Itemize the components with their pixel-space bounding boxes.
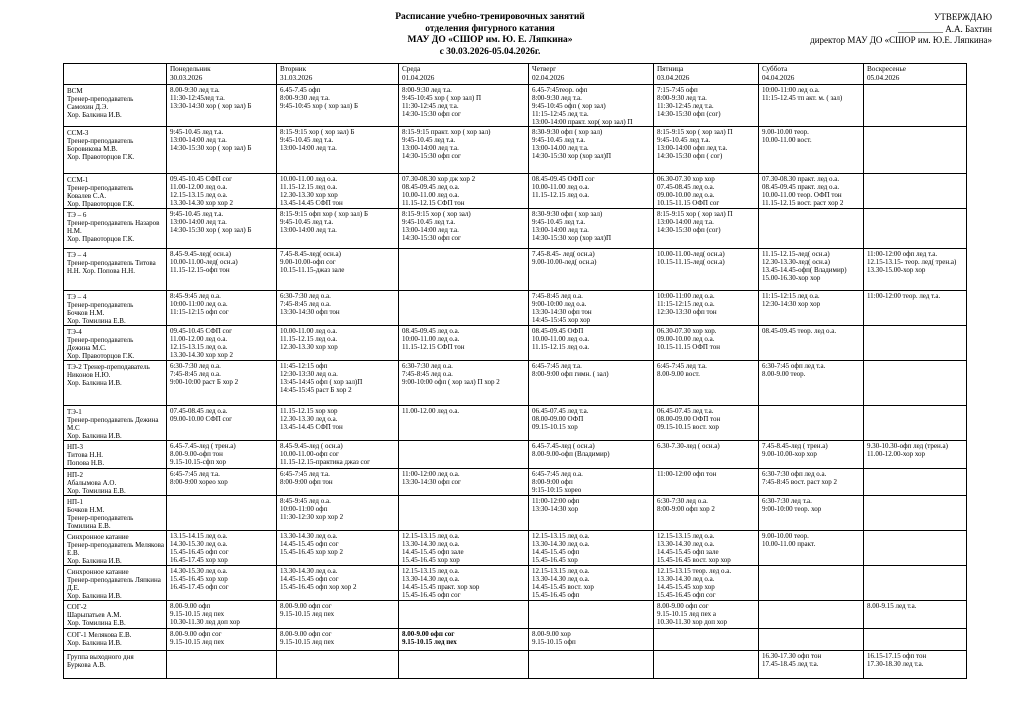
schedule-cell: 13.30-14.30 лед о.а. 14.45-15.45 офп сог 15.45-16.45 офп хор хор 2: [276, 566, 398, 601]
schedule-cell: [166, 496, 276, 531]
table-row: [64, 249, 967, 291]
title-line-3: МАУ ДО «СШОР им. Ю. Е. Ляпкина»: [407, 35, 573, 45]
day-header-cell: Вторник 31.03.2026: [276, 64, 398, 85]
group-label-cell: Синхронное катание Тренер-преподаватель Ляпкина Д.Е. Хор. Балкина И.В.: [64, 566, 167, 601]
schedule-cell: [166, 651, 276, 679]
schedule-cell: 10.00-11.00 лед о.а. 11.15-12.15 лед о.а. 12.30-13.30 хор хор: [276, 326, 398, 361]
schedule-cell: [863, 531, 966, 566]
schedule-cell: 8.45-9.45-лед( осн.а) 10.00-11.00-лед( осн.а) 11.15-12.15-офп тон: [166, 249, 276, 291]
group-label-cell: ТЭ-2 Тренер-преподаватель Никонов Н.Ю. Хор. Балкина И.В.: [64, 361, 167, 406]
schedule-table: [63, 63, 967, 679]
schedule-cell: 6:30-7:30 лед о.а. 7:45-8:45 лед о.а. 9:00-10:00 раст Б хор 2: [166, 361, 276, 406]
approval-block: [692, 12, 992, 47]
schedule-cell: 7:45-8:45 лед о.а. 9:00-10:00 лед о.а. 13:30-14:30 офп тон 14:45-15:45 хор хор: [528, 291, 653, 326]
schedule-cell: 8:45-9:45 лед о.а. 10:00-11:00 лед о.а. 11:15-12:15 офп сог: [166, 291, 276, 326]
schedule-cell: [863, 174, 966, 209]
group-label-cell: ТЭ – 4 Тренер-преподаватель Титова Н.Н. Хор. Попова Н.Н.: [64, 249, 167, 291]
schedule-cell: [528, 601, 653, 629]
schedule-cell: 6:45-7:45 лед о.а. 8:00-9:00 офп 9:15-10:15 хорео: [528, 469, 653, 496]
title-line-2: отделения фигурного катания: [425, 23, 555, 34]
schedule-cell: 10.00-11.00-лед( осн.а) 10.15-11.15-лед( осн.а): [653, 249, 758, 291]
corner-cell: [64, 64, 167, 85]
schedule-cell: 8:15-9:15 хор ( хор зал) П 9:45-10.45 лед т.а. 13:00-14:00 офп лед т.а. 14:30-15:30 офп ( сог): [653, 127, 758, 174]
schedule-cell: 10:00-11:00 лед о.а. 11:15-12.45 тп акт. м. ( зал): [758, 85, 863, 127]
schedule-cell: 8.00-9:30 лед т.а. 11:30-12:45лед т.а. 13:30-14:30 хор ( хор зал) Б: [166, 85, 276, 127]
schedule-cell: 11:00-12:00 теор. лед т.а.: [863, 291, 966, 326]
group-label-cell: СОГ-2 Шарыпатьев А.М. Хор. Томилина Е.В.: [64, 601, 167, 629]
schedule-cell: 6:45-7:45 лед т.а. 8:00-9:00 хорео хор: [166, 469, 276, 496]
schedule-cell: 9.30-10.30-офп лед (трен.а) 11.00-12.00-хор хор: [863, 441, 966, 469]
schedule-cell: [863, 127, 966, 174]
schedule-cell: 10:00-11:00 лед о.а. 11:15-12:15 лед о.а. 12:30-13:30 офп тон: [653, 291, 758, 326]
schedule-cell: [863, 469, 966, 496]
schedule-cell: 07.30-08.30 практ. лед о.а. 08.45-09.45 практ. лед о.а. 10.00-11.00 теор. ОФП тон 11.15-12.15 вост. раст хор 2: [758, 174, 863, 209]
schedule-cell: 8.45-9.45-лед ( осн.а) 10.00-11.00-офп сог 11.15-12.15-практика джаз сог: [276, 441, 398, 469]
schedule-cell: 6.45-7:45теор. офп 8:00-9:30 лед т.а. 9:45-10:45 офп ( хор зал) 11:15-12:45 лед т.а. 13:00-14:00 практ. хор( хор зал) П: [528, 85, 653, 127]
schedule-cell: 8.00-9.00 офп сог 9.15-10.15 лед пех: [276, 601, 398, 629]
schedule-cell: 14.30-15.30 лед о.а. 15.45-16.45 хор хор 16.45-17.45 офп сог: [166, 566, 276, 601]
schedule-cell: 11.00-12.00 лед о.а.: [398, 406, 528, 441]
day-header-cell: Четверг 02.04.2026: [528, 64, 653, 85]
title-line-1: Расписание учебно-тренировочных занятий: [395, 12, 585, 22]
schedule-cell: 07.30-08.30 хор дж хор 2 08.45-09.45 лед о.а. 10.00-11.00 лед о.а. 11.15-12.15 СФП тон: [398, 174, 528, 209]
approval-director: директор МАУ ДО «СШОР им. Ю.Е. Ляпкина»: [810, 35, 992, 45]
group-label-cell: СОГ-1 Мелякова Е.В. Хор. Балкина И.В.: [64, 629, 167, 651]
schedule-cell: 8.00-9.15 лед т.а.: [863, 601, 966, 629]
schedule-cell: 11:00-12:00 лед о.а. 13:30-14:30 офп сог: [398, 469, 528, 496]
title-line-4: с 30.03.2026-05.04.2026г.: [439, 46, 541, 57]
schedule-cell: 11:00-12:00 офп тон: [653, 469, 758, 496]
schedule-cell: [863, 629, 966, 651]
group-label-cell: ССМ-3 Тренер-преподаватель Боровикова М.В. Хор. Правоторцов Г.К.: [64, 127, 167, 174]
schedule-table-head: [64, 64, 967, 85]
schedule-cell: [758, 601, 863, 629]
group-label-cell: Синхронное катание Тренер-преподаватель Мелякова Е.В. Хор. Балкина И.В.: [64, 531, 167, 566]
header-row: [64, 64, 967, 85]
schedule-cell: 12.15-13.15 лед о.а. 13.30-14.30 лед о.а. 14.45-15.45 офп зале 15.45-16.45 вост. хор хор: [653, 531, 758, 566]
schedule-cell: [863, 406, 966, 441]
table-row: [64, 651, 967, 679]
table-row: [64, 566, 967, 601]
schedule-cell: 6.45-7.45 офп 8:00-9:30 лед т.а. 9:45-10:45 хор ( хор зал) Б: [276, 85, 398, 127]
schedule-cell: 8.00-9.00 офп сог 9.15-10.15 лед пех а 10.30-11.30 хор доп хор: [653, 601, 758, 629]
schedule-cell: 6.30-7.30-лед ( осн.а): [653, 441, 758, 469]
schedule-cell: [653, 629, 758, 651]
schedule-cell: 06.30-07.30 хор хор 07.45-08.45 лед о.а. 09.00-10.00 лед о.а. 10.15-11.15 ОФП сог: [653, 174, 758, 209]
schedule-cell: 8:15-9:15 хор ( хор зал) 9:45-10.45 лед т.а. 13:00-14:00 лед т.а. 14:30-15:30 офп сог: [398, 209, 528, 249]
schedule-cell: 6:45-7:45 лед т.а. 8:00-9:00 офп гимн. ( зал): [528, 361, 653, 406]
group-label-cell: Группа выходного дня Буркова А.В.: [64, 651, 167, 679]
schedule-cell: [863, 85, 966, 127]
schedule-cell: [398, 651, 528, 679]
approval-signature: __________ А.А. Бахтин: [897, 23, 992, 34]
schedule-cell: 12.15-13.15 лед о.а. 13.30-14.30 лед о.а. 14.45-15.45 офп зале 15.45-16.45 хор хор: [398, 531, 528, 566]
schedule-cell: 6:30-7:30 лед о.а. 8:00-9:00 офп хор 2: [653, 496, 758, 531]
schedule-cell: 13.30-14.30 лед о.а. 14.45-15.45 офп сог 15.45-16.45 хор хор 2: [276, 531, 398, 566]
group-label-cell: ССМ-1 Тренер-преподаватель Ковалев С.А. Хор. Правоторцов Г.К.: [64, 174, 167, 209]
schedule-cell: [398, 441, 528, 469]
schedule-cell: 8.00-9.00 хор 9.15-10.15 офп: [528, 629, 653, 651]
day-header-cell: Воскресенье 05.04.2026: [863, 64, 966, 85]
table-row: [64, 361, 967, 406]
schedule-cell: 09.45-10.45 СФП сог 11.00-12.00 лед о.а. 12.15-13.15 лед о.а. 13.30-14.30 хор хор 2: [166, 174, 276, 209]
schedule-cell: 7.45-8.45- лед( осн.а) 9.00-10.00-лед( осн.а): [528, 249, 653, 291]
schedule-cell: 13.15-14.15 лед о.а. 14.30-15.30 лед о.а. 15.45-16.45 офп сог 16.45-17.45 хор хор: [166, 531, 276, 566]
schedule-cell: 8:00-9:30 лед т.а. 9:45-10:45 хор ( хор зал) П 11:30-12:45 лед т.а. 14:30-15:30 офп сог: [398, 85, 528, 127]
schedule-cell: 11:00-12:00 офп 13:30-14:30 хор: [528, 496, 653, 531]
schedule-cell: 11.15-12.15 хор хор 12.30-13.30 лед о.а. 13.45-14.45 СФП тон: [276, 406, 398, 441]
schedule-cell: 9.00-10.00 теор. 10.00-11.00 практ.: [758, 531, 863, 566]
schedule-cell: 12.15-13.15 лед о.а. 13.30-14.30 лед о.а. 14.45-15.45 офп 15.45-16.45 хор: [528, 531, 653, 566]
schedule-cell: 6:45-7:45 лед т.а. 8:00-9:00 офп тон: [276, 469, 398, 496]
schedule-cell: [758, 406, 863, 441]
schedule-cell: [863, 326, 966, 361]
schedule-cell: 6.45-7.45-лед ( трен.а) 8.00-9.00-офп тон 9.15-10.15-сфп хор: [166, 441, 276, 469]
table-row: [64, 209, 967, 249]
schedule-cell: [398, 601, 528, 629]
schedule-cell: 6:30-7:30 лед т.а. 9:00-10:00 теор. хор: [758, 496, 863, 531]
schedule-cell: 7.45-8.45-лед ( трен.а) 9.00-10.00-хор хор: [758, 441, 863, 469]
schedule-cell: 08.45-09.45 ОФП 10.00-11.00 лед о.а. 11.15-12.15 лед о.а.: [528, 326, 653, 361]
document-title: [280, 12, 700, 58]
group-label-cell: ВСМ Тренер-преподаватель Самохин Д.Э. Хор. Балкина И.В.: [64, 85, 167, 127]
group-label-cell: НП-3 Титова Н.Н. Попова Н.В.: [64, 441, 167, 469]
table-row: [64, 531, 967, 566]
schedule-cell: 11:15-12:15 лед о.а. 12:30-14:30 хор хор: [758, 291, 863, 326]
schedule-cell: [758, 629, 863, 651]
table-row: [64, 629, 967, 651]
schedule-cell: 06.30-07.30 хор хор. 09.00-10.00 лед о.а. 10.15-11.15 ОФП тон: [653, 326, 758, 361]
schedule-cell: 8:15-9:15 офп хор ( хор зал) Б 9:45-10.45 лед т.а. 13:00-14:00 лед т.а.: [276, 209, 398, 249]
group-label-cell: НП-2 Абалымова А.О. Хор. Томилина Е.В.: [64, 469, 167, 496]
schedule-cell: 8.00-9.00 офп 9.15-10.15 лед пех 10.30-11.30 лед доп хор: [166, 601, 276, 629]
table-row: [64, 85, 967, 127]
schedule-cell: 6:30-7:30 лед о.а. 7:45-8:45 лед о.а. 13:30-14:30 офп тон: [276, 291, 398, 326]
table-row: [64, 469, 967, 496]
table-row: [64, 291, 967, 326]
schedule-cell: [528, 651, 653, 679]
schedule-cell: 6:30-7:30 офп лед о.а. 7:45-8:45 вост. раст хор 2: [758, 469, 863, 496]
day-header-cell: Пятница 03.04.2026: [653, 64, 758, 85]
day-header-cell: Суббота 04.04.2026: [758, 64, 863, 85]
schedule-cell: 8.00-9.00 офп сог 9.15-10.15 лед пех: [276, 629, 398, 651]
approval-heading: УТВЕРЖДАЮ: [933, 12, 992, 22]
schedule-cell: 8:15-9:15 практ. хор ( хор зал) 9:45-10.45 лед т.а. 13:00-14:00 лед т.а. 14:30-15:30 офп сог: [398, 127, 528, 174]
schedule-cell: [276, 651, 398, 679]
group-label-cell: ТЭ – 4 Тренер-преподаватель Бочков Н.М. Хор. Томилина Е.В.: [64, 291, 167, 326]
group-label-cell: ТЭ – 6 Тренер-преподаватель Назаров Н.М. Хор. Правоторцов Г.К.: [64, 209, 167, 249]
schedule-cell: 6:30-7:30 лед о.а. 7:45-8:45 лед о.а. 9:00-10:00 офп ( хор зал) П хор 2: [398, 361, 528, 406]
schedule-cell: 08.45-09.45 ОФП сог 10.00-11.00 лед о.а. 11.15-12.15 лед о.а.: [528, 174, 653, 209]
table-row: [64, 406, 967, 441]
group-label-cell: ТЭ-1 Тренер-преподаватель Дежина М.С Хор. Балкина И.В.: [64, 406, 167, 441]
schedule-cell: [863, 566, 966, 601]
day-header-cell: Понедельник 30.03.2026: [166, 64, 276, 85]
schedule-cell: 9:45-10.45 лед т.а. 13:00-14:00 лед т.а. 14:30-15:30 хор ( хор зал) Б: [166, 127, 276, 174]
schedule-cell: 9:45-10.45 лед т.а. 13:00-14:00 лед т.а. 14:30-15:30 хор ( хор зал) Б: [166, 209, 276, 249]
schedule-cell: 12.15-13.15 лед о.а. 13.30-14.30 лед о.а. 14.45-15.45 вост. хор 15.45-16.45 офп: [528, 566, 653, 601]
schedule-cell: [863, 209, 966, 249]
schedule-cell: 08.45-09.45 лед о.а. 10:00-11.00 лед о.а. 11.15-12.15 СФП тон: [398, 326, 528, 361]
day-header-cell: Среда 01.04.2026: [398, 64, 528, 85]
schedule-cell: 12.15-13.15 теор. лед о.а. 13.30-14.30 лед о.а. 14.45-15.45 хор хор 15.45-16.45 офп сог: [653, 566, 758, 601]
schedule-cell: 07.45-08.45 лед о.а. 09.00-10.00 СФП сог: [166, 406, 276, 441]
schedule-cell: 6:30-7:45 офп лед т.а. 8.00-9.00 теор.: [758, 361, 863, 406]
table-row: [64, 601, 967, 629]
schedule-cell: [863, 496, 966, 531]
schedule-cell: 8.00-9.00 офп сог 9.15-10.15 лед пех: [166, 629, 276, 651]
schedule-table-body: [64, 85, 967, 679]
schedule-cell: 6.45-7.45-лед ( осн.а) 8.00-9.00-офп (Владимир): [528, 441, 653, 469]
schedule-cell: [398, 291, 528, 326]
schedule-cell: 08.45-09.45 теор. лед о.а.: [758, 326, 863, 361]
schedule-cell: 8:30-9:30 офп ( хор зал) 9:45-10.45 лед т.а. 13:00-14:00 лед т.а. 14:30-15:30 хор (хор зал)П: [528, 209, 653, 249]
schedule-cell: 11.15-12.15-лед( осн.а) 12.30-13.30-лед( осн.а) 13.45-14.45-офп( Владимир) 15.00-16.30-хор хор: [758, 249, 863, 291]
schedule-cell: 6:45-7:45 лед т.а. 8.00-9.00 вост.: [653, 361, 758, 406]
schedule-cell: 8:45-9:45 лед о.а. 10:00-11:00 офп 11:30-12:30 хор хор 2: [276, 496, 398, 531]
table-row: [64, 326, 967, 361]
group-label-cell: ТЭ-4 Тренер-преподаватель Дежина М.С. Хор. Правоторцов Г.К.: [64, 326, 167, 361]
schedule-cell: 7:15-7:45 офп 8:00-9:30 лед т.а. 11:30-12:45 лед т.а. 14:30-15:30 офп (сог): [653, 85, 758, 127]
schedule-cell: [758, 566, 863, 601]
schedule-cell: 09.45-10.45 СФП сог 11.00-12.00 лед о.а. 12.15-13.15 лед о.а. 13.30-14.30 хор хор 2: [166, 326, 276, 361]
schedule-cell: 7.45-8.45-лед( осн.а) 9.00-10.00-офп сог 10.15-11.15-джаз зале: [276, 249, 398, 291]
schedule-cell: 06.45-07.45 лед т.а. 08.00-09.00 ОФП тон 09.15-10.15 вост. хор: [653, 406, 758, 441]
schedule-cell: 11:00-12:00 офп лед т.а. 12.15-13.15- теор. лед( трен.а) 13.30-15.00-хор хор: [863, 249, 966, 291]
table-row: [64, 127, 967, 174]
schedule-cell: 16.15-17.15 офп тон 17.30-18.30 лед т.а.: [863, 651, 966, 679]
schedule-cell: 8:15-9:15 хор ( хор зал) П 13:00-14:00 лед т.а. 14:30-15:30 офп (сог): [653, 209, 758, 249]
schedule-cell: 06.45-07.45 лед т.а. 08.00-09.00 ОФП 09.15-10.15 хор: [528, 406, 653, 441]
schedule-cell: [653, 651, 758, 679]
schedule-cell: 12.15-13.15 лед о.а. 13.30-14.30 лед о.а. 14.45-15.45 практ. хор хор 15.45-16.45 офп сог: [398, 566, 528, 601]
schedule-cell: [398, 496, 528, 531]
schedule-cell: 8:15-9:15 хор ( хор зал) Б 9:45-10.45 лед т.а. 13:00-14:00 лед т.а.: [276, 127, 398, 174]
table-row: [64, 441, 967, 469]
table-row: [64, 174, 967, 209]
schedule-cell: 8:30-9:30 офп ( хор зал) 9:45-10.45 лед т.а. 13:00-14.00 лед т.а. 14:30-15:30 хор (хор зал)П: [528, 127, 653, 174]
schedule-cell: 11:45-12:15 офп 12:30-13:30 лед о.а. 13:45-14:45 офп ( хор зал)П 14:45-15:45 раст Б хор 2: [276, 361, 398, 406]
table-row: [64, 496, 967, 531]
schedule-cell: 16.30-17.30 офп тон 17.45-18.45 лед т.а.: [758, 651, 863, 679]
schedule-cell: [863, 361, 966, 406]
schedule-cell: [758, 209, 863, 249]
schedule-cell: [398, 249, 528, 291]
schedule-cell: 10.00-11.00 лед о.а. 11.15-12.15 лед о.а. 12.30-13.30 хор хор 13.45-14.45 СФП тон: [276, 174, 398, 209]
schedule-cell: 9.00-10.00 теор. 10.00-11.00 вост.: [758, 127, 863, 174]
group-label-cell: НП-1 Бочков Н.М. Тренер-преподаватель Томилина Е.В.: [64, 496, 167, 531]
schedule-cell: 8.00-9.00 офп сог 9.15-10.15 лед пех: [398, 629, 528, 651]
